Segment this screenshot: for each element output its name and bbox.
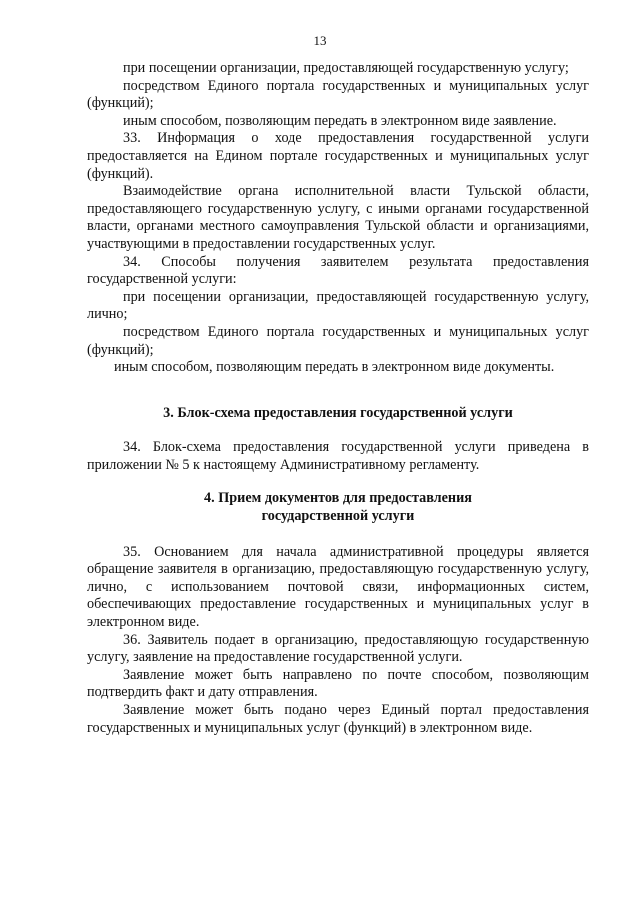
paragraph: иным способом, позволяющим передать в электронном виде документы.: [114, 359, 555, 376]
paragraph: Заявление может быть направлено по почте способом, позволяющим подтвердить факт и дату отправления.: [87, 666, 589, 701]
paragraph: посредством Единого портала государственных и муниципальных услуг (функций);: [87, 323, 589, 358]
section-4-heading-line-1: 4. Прием документов для предоставления: [204, 490, 472, 507]
paragraph: при посещении организации, предоставляющей государственную услугу;: [123, 60, 569, 76]
paragraph: при посещении организации, предоставляющей государственную услугу, лично;: [87, 288, 589, 323]
section-3-heading: 3. Блок-схема предоставления государственной услуги: [163, 404, 513, 421]
paragraph: 34. Способы получения заявителем результата предоставления государственной услуги:: [87, 253, 589, 288]
paragraph: 36. Заявитель подает в организацию, предоставляющую государственную услугу, заявление на предоставление государственной услуги.: [87, 631, 589, 666]
paragraph: 33. Информация о ходе предоставления государственной услуги предоставляется на Едином портале государственных и муниципальных услуг (функций).: [87, 130, 589, 182]
paragraph: Взаимодействие органа исполнительной власти Тульской области, предоставляющего государственную услугу, с иными органами государственной власти, органами местного самоуправления Тульской области и организациями, участвующими в предоставлении государственных услуг.: [87, 183, 589, 252]
page-number: 13: [313, 33, 327, 48]
section-4-heading-line-2: государственной услуги: [261, 508, 415, 525]
paragraph: посредством Единого портала государственных и муниципальных услуг (функций);: [87, 77, 589, 112]
document-body: [87, 60, 589, 737]
paragraph: 34. Блок-схема предоставления государственной услуги приведена в приложении № 5 к настоящему Административному регламенту.: [87, 439, 589, 473]
paragraph: 35. Основанием для начала административной процедуры является обращение заявителя в организацию, предоставляющую государственную услугу, лично, с использованием почтовой связи, информационных систем, обеспечивающих предоставление государственных и муниципальных услуг в электронном виде.: [87, 543, 589, 631]
paragraph: Заявление может быть подано через Единый портал предоставления государственных и муниципальных услуг (функций) в электронном виде.: [87, 702, 589, 736]
paragraph: иным способом, позволяющим передать в электронном виде заявление.: [123, 112, 557, 129]
section-4-heading: [87, 490, 589, 525]
